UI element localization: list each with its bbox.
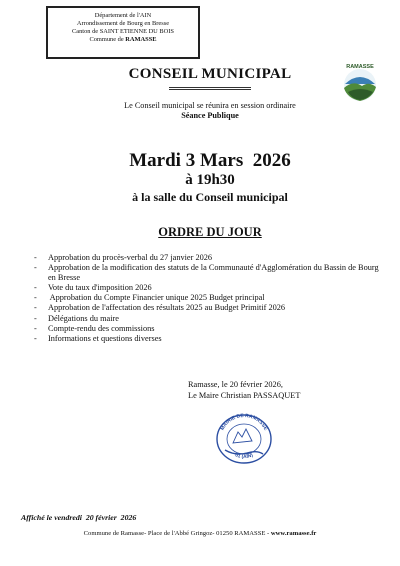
title-underline <box>169 87 251 90</box>
agenda-item: - Approbation du Compte Financier unique 2025 Budget principal <box>34 293 384 303</box>
footer <box>0 530 400 537</box>
agenda-item: - Compte-rendu des commissions <box>34 324 384 334</box>
stamp-inner-ring <box>227 424 261 454</box>
agenda-list <box>34 253 384 344</box>
signature-date: Ramasse, le 20 février 2026, <box>188 380 283 389</box>
agenda-item: - Informations et questions diverses <box>34 334 384 344</box>
agenda-item: - Approbation de la modification des statuts de la Communauté d'Agglomération du Bassin de Bourg en Bresse <box>34 263 384 283</box>
meeting-place: à la salle du Conseil municipal <box>132 190 288 204</box>
session-intro: Le Conseil municipal se réunira en session ordinaire <box>124 101 296 110</box>
posting-notice: Affiché le vendredi 20 février 2026 <box>21 513 137 522</box>
agenda-item: - Approbation de l'affectation des résultats 2025 au Budget Primitif 2026 <box>34 303 384 313</box>
signature-name: Le Maire Christian PASSAQUET <box>188 390 301 400</box>
commune-name: RAMASSE <box>125 36 157 43</box>
agenda-item: - Vote du taux d'imposition 2026 <box>34 283 384 293</box>
commune-line <box>48 36 198 44</box>
stamp-top-text: MAIRIE DE RAMASSE <box>219 412 269 432</box>
administrative-header-box <box>46 6 200 59</box>
arrondissement-line: Arrondissement de Bourg en Bresse <box>76 20 170 27</box>
agenda-item: - Délégations du maire <box>34 314 384 324</box>
agenda-item: - Approbation du procès-verbal du 27 janvier 2026 <box>34 253 384 263</box>
department-line: Département de l'AIN <box>94 12 152 19</box>
footer-website-link[interactable]: www.ramasse.fr <box>270 530 317 537</box>
agenda-title: ORDRE DU JOUR <box>158 225 262 239</box>
svg-text:MAIRIE DE RAMASSE <box>219 413 268 432</box>
logo-label: RAMASSE <box>346 64 374 70</box>
public-session-label: Séance Publique <box>181 111 239 120</box>
stamp-emblem-icon <box>233 429 252 443</box>
stamp-signature-stroke <box>225 450 263 454</box>
canton-line: Canton de SAINT ETIENNE DU BOIS <box>72 28 174 35</box>
mairie-stamp <box>211 410 277 466</box>
commune-prefix: Commune de <box>89 36 126 43</box>
stamp-bottom-text: 01 (AIN) <box>234 452 254 461</box>
meeting-time: à 19h30 <box>185 172 235 188</box>
signature-block <box>188 380 300 401</box>
footer-address: Commune de Ramasse- Place de l'Abbé Gringoz- 01250 RAMASSE - <box>83 530 271 537</box>
meeting-date: Mardi 3 Mars 2026 <box>129 150 291 171</box>
page-title: CONSEIL MUNICIPAL <box>128 66 292 82</box>
